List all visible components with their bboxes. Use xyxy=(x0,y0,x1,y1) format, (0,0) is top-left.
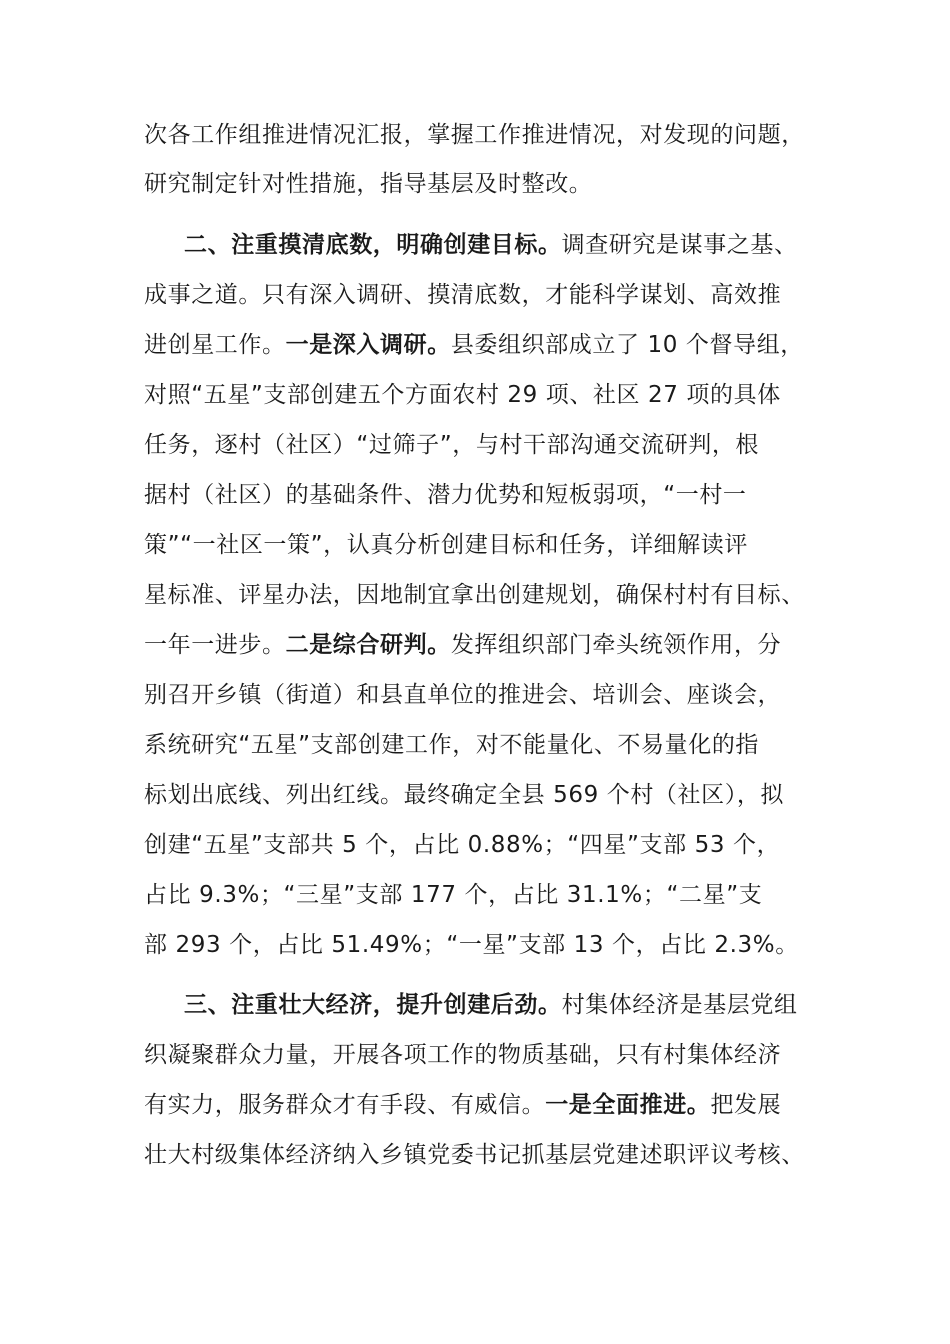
body-text: 壮大村级集体经济纳入乡镇党委书记抓基层党建述职评议考核、 xyxy=(144,1142,805,1168)
text-line xyxy=(144,929,799,961)
body-text: 调查研究是谋事之基、 xyxy=(561,232,798,258)
text-line xyxy=(144,119,805,151)
body-text: 对照“五星”支部创建五个方面农村 29 项、社区 27 项的具体 xyxy=(144,382,781,408)
text-line xyxy=(184,989,798,1021)
body-text: 成事之道。只有深入调研、摸清底数，才能科学谋划、高效推 xyxy=(144,282,782,308)
body-text: 有实力，服务群众才有手段、有威信。 xyxy=(144,1092,546,1118)
body-text: 进创星工作。 xyxy=(144,332,286,358)
text-line xyxy=(144,429,759,461)
body-text: 一年一进步。 xyxy=(144,632,286,658)
text-line xyxy=(144,579,805,611)
text-line xyxy=(144,1039,781,1071)
text-line xyxy=(144,529,748,561)
text-line xyxy=(144,479,747,511)
body-text: 创建“五星”支部共 5 个，占比 0.88%；“四星”支部 53 个， xyxy=(144,832,781,858)
body-text: 发挥组织部门牵头统领作用，分 xyxy=(450,632,782,658)
bold-heading-text: 三、注重壮大经济，提升创建后劲。 xyxy=(184,992,562,1018)
text-line xyxy=(144,329,804,361)
body-text: 占比 9.3%；“三星”支部 177 个，占比 31.1%；“二星”支 xyxy=(144,882,763,908)
body-text: 策”“一社区一策”，认真分析创建目标和任务，详细解读评 xyxy=(144,532,748,558)
body-text: 系统研究“五星”支部创建工作，对不能量化、不易量化的指 xyxy=(144,732,760,758)
text-line xyxy=(184,229,798,261)
body-text: 据村（社区）的基础条件、潜力优势和短板弱项，“一村一 xyxy=(144,482,747,508)
body-text: 任务，逐村（社区）“过筛子”，与村干部沟通交流研判，根 xyxy=(144,432,760,458)
body-text: 别召开乡镇（街道）和县直单位的推进会、培训会、座谈会， xyxy=(144,682,782,708)
text-line xyxy=(144,879,762,911)
bold-heading-text: 二、注重摸清底数，明确创建目标。 xyxy=(184,232,562,258)
body-text: 研究制定针对性措施，指导基层及时整改。 xyxy=(144,171,593,197)
body-text: 村集体经济是基层党组 xyxy=(561,992,798,1018)
body-text: 星标准、评星办法，因地制宜拿出创建规划，确保村村有目标、 xyxy=(144,582,805,608)
body-text: 部 293 个，占比 51.49%；“一星”支部 13 个，占比 2.3%。 xyxy=(144,932,799,958)
text-line xyxy=(144,168,592,200)
text-line xyxy=(144,679,781,711)
body-text: 把发展 xyxy=(710,1092,782,1118)
text-line xyxy=(144,1139,805,1171)
text-line xyxy=(144,629,781,661)
text-line xyxy=(144,1089,781,1121)
bold-heading-text: 一是深入调研。 xyxy=(285,332,451,358)
body-text: 县委组织部成立了 10 个督导组， xyxy=(450,332,804,358)
text-line xyxy=(144,829,780,861)
text-line xyxy=(144,279,781,311)
text-line xyxy=(144,379,781,411)
body-text: 标划出底线、列出红线。最终确定全县 569 个村（社区），拟 xyxy=(144,782,785,808)
text-line xyxy=(144,729,759,761)
bold-heading-text: 一是全面推进。 xyxy=(545,1092,711,1118)
body-text: 织凝聚群众力量，开展各项工作的物质基础，只有村集体经济 xyxy=(144,1042,782,1068)
text-line xyxy=(144,779,784,811)
body-text: 次各工作组推进情况汇报，掌握工作推进情况，对发现的问题， xyxy=(144,122,805,148)
bold-heading-text: 二是综合研判。 xyxy=(285,632,451,658)
